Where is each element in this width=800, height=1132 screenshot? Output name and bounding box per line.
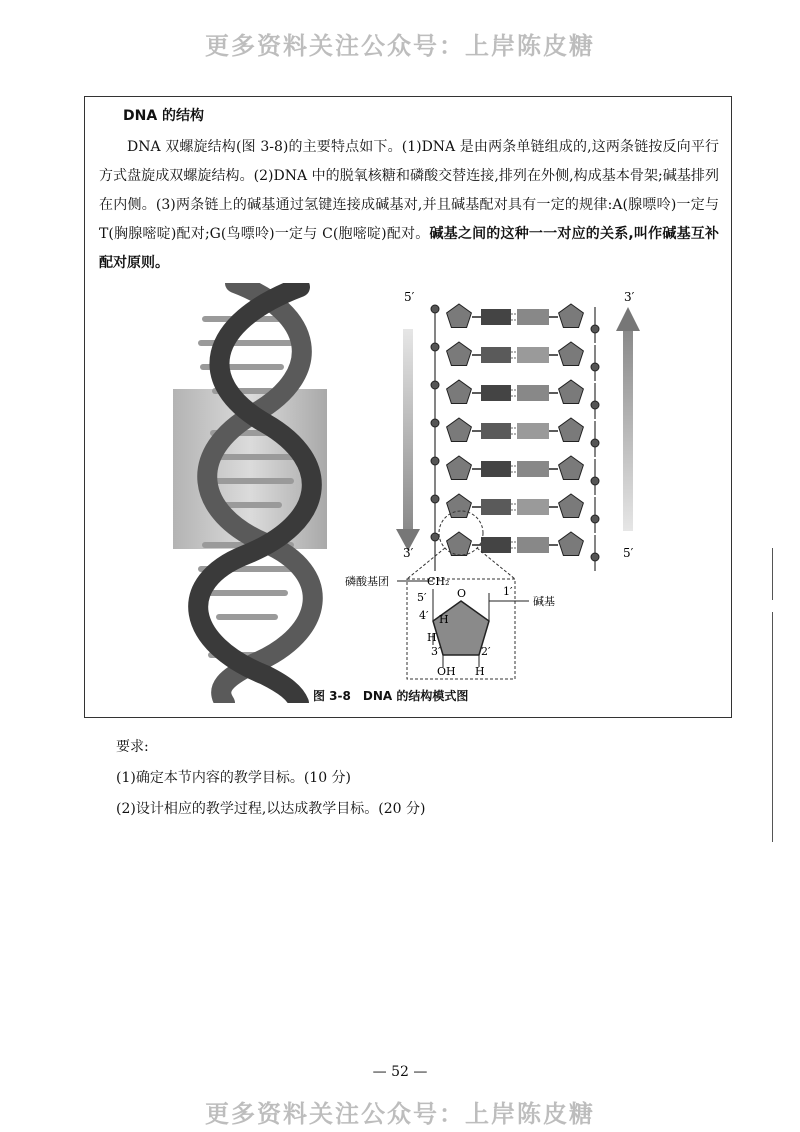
paragraph-text: DNA 双螺旋结构(图 3-8)的主要特点如下。(1)DNA 是由两条单链组成的,这两条链按反向平行方式盘旋成双螺旋结构。(2)DNA 中的脱氧核糖和磷酸交替连接,排列在外侧,构成基本骨架;碱基排列在内侧。(3)两条链上的碱基通过氢键连接成碱基对,并且碱基配对具有一定的规律:A(腺嘌呤)一定与 T(胸腺嘧啶)配对;G(鸟嘌呤)一定与 C(胞嘧啶)配对。 (99, 139, 719, 242)
carbon-4-label: 4′ (419, 609, 429, 622)
nitrogenous-base (481, 347, 511, 363)
dna-figure (85, 283, 733, 703)
label-3prime-bottom-left: 3′ (403, 546, 414, 560)
ch2-label: CH₂ (427, 575, 450, 588)
deoxyribose-pentagon (559, 342, 584, 366)
phosphate-circle (431, 457, 439, 465)
phosphate-circle (591, 477, 599, 485)
nitrogenous-base (481, 499, 511, 515)
nitrogenous-base (481, 461, 511, 477)
phosphate-circle (591, 401, 599, 409)
deoxyribose-pentagon (447, 456, 472, 480)
phosphate-circle (431, 305, 439, 313)
scan-edge-line (772, 612, 773, 842)
paragraph-bold-text: 碱基之间的这种一一对应的关系,叫作碱基互补配对原则。 (99, 226, 719, 271)
oxygen-label: O (457, 587, 467, 600)
deoxyribose-pentagon (559, 532, 584, 556)
label-3prime-top-right: 3′ (624, 290, 635, 304)
carbon-5-label: 5′ (417, 591, 427, 604)
phosphate-circle (591, 325, 599, 333)
phosphate-circle (431, 343, 439, 351)
deoxyribose-pentagon (447, 304, 472, 328)
requirements-title: 要求: (116, 739, 149, 755)
hydrogen-bottom-label: H (475, 665, 485, 678)
nitrogenous-base (481, 309, 511, 325)
deoxyribose-pentagon (559, 304, 584, 328)
label-5prime-top-left: 5′ (404, 290, 415, 304)
deoxyribose-pentagon (559, 456, 584, 480)
phosphate-circle (591, 363, 599, 371)
watermark-bottom: 更多资料关注公众号：上岸陈皮糖 (205, 1100, 595, 1128)
oh-label: OH (437, 665, 456, 678)
figure-caption: 图 3-8 DNA 的结构模式图 (313, 689, 469, 703)
phosphate-circle (591, 553, 599, 561)
phosphate-circle (591, 439, 599, 447)
body-paragraph (99, 133, 719, 278)
deoxyribose-pentagon (559, 418, 584, 442)
page-number: — 52 — (372, 1064, 428, 1080)
phosphate-circle (431, 533, 439, 541)
nitrogenous-base (517, 461, 549, 477)
nitrogenous-base (517, 347, 549, 363)
watermark-top: 更多资料关注公众号：上岸陈皮糖 (205, 32, 595, 60)
deoxyribose-pentagon (447, 342, 472, 366)
hydrogen-inner-label: H (439, 613, 449, 626)
phosphate-circle (431, 381, 439, 389)
double-helix-illustration (173, 283, 327, 703)
phosphate-group-label: 磷酸基团 (345, 575, 389, 588)
requirement-item-1: (1)确定本节内容的教学目标。(10 分) (116, 770, 352, 786)
requirement-item-2: (2)设计相应的教学过程,以达成教学目标。(20 分) (116, 801, 426, 817)
nitrogenous-base (517, 537, 549, 553)
content-box (84, 96, 732, 718)
carbon-3-label: 3′ (431, 645, 441, 658)
label-5prime-bottom-right: 5′ (623, 546, 634, 560)
phosphate-circle (431, 495, 439, 503)
base-label: 碱基 (533, 595, 555, 608)
deoxyribose-pentagon (559, 494, 584, 518)
nitrogenous-base (481, 423, 511, 439)
carbon-2-label: 2′ (481, 645, 491, 658)
section-title: DNA 的结构 (123, 108, 205, 124)
nitrogenous-base (517, 309, 549, 325)
deoxyribose-pentagon (447, 380, 472, 404)
nitrogenous-base (517, 385, 549, 401)
phosphate-circle (431, 419, 439, 427)
phosphate-circle (591, 515, 599, 523)
dna-ladder-model (431, 304, 599, 571)
nitrogenous-base (517, 499, 549, 515)
nitrogenous-base (481, 385, 511, 401)
nitrogenous-base (481, 537, 511, 553)
deoxyribose-pentagon (559, 380, 584, 404)
scan-edge-line (772, 548, 773, 600)
nitrogenous-base (517, 423, 549, 439)
carbon-1-label: 1′ (503, 585, 513, 598)
hydrogen-left-label: H (427, 631, 437, 644)
deoxyribose-pentagon (447, 418, 472, 442)
